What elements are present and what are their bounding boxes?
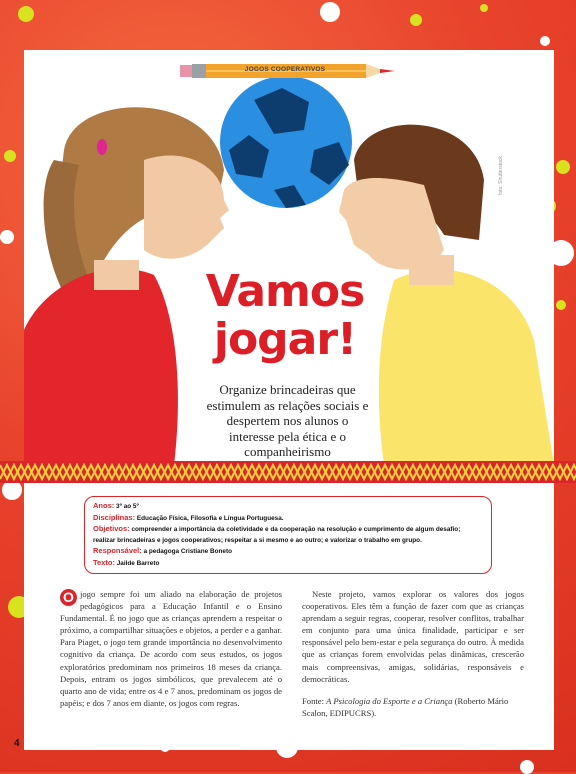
source-citation [302, 695, 524, 719]
objetivos-value: compreender a importância da coletividade e da cooperação na resolução e cumprimento de algum desafio; realizar brincadeiras e jogos cooperativos; respeitar a si mesmo e ao outro; e valorizar o trabalho em grupo. [93, 526, 461, 544]
decor-dot [0, 230, 14, 244]
photo-credit: foto: Shutterstock [498, 156, 504, 195]
section-label: JOGOS COOPERATIVOS [244, 66, 326, 73]
decor-dot [556, 160, 570, 174]
page-number: 4 [14, 738, 20, 749]
anos-label: Anos: [93, 501, 115, 510]
responsavel-value: a pedagoga Cristiane Boneto [143, 548, 232, 556]
left-column [60, 588, 282, 709]
zigzag-divider [0, 461, 576, 483]
texto-value: Jailde Barreto [116, 559, 160, 567]
info-anos [93, 501, 483, 513]
decor-dot [480, 4, 488, 12]
right-column-text: Neste projeto, vamos explorar os valores dos jogos cooperativos. Eles têm a função de fazer com que as crianças aprendam a seguir regras, cooperar, resolver conflitos, trabalhar em conjunto para uma única finalidade, participar e ser responsável pelo bem-estar e pela segurança do outro. À medida que as crianças forem envolvidas pelas dinâmicas, crescerão mais compreensivas, amigas, solidárias, responsáveis e democráticas. [302, 589, 524, 684]
source-title: A Psicologia do Esporte e a Criança [326, 696, 453, 706]
decor-dot [556, 300, 566, 310]
source-prefix: Fonte: [302, 696, 324, 706]
source-suffix: (Roberto Mário Scalon, EDIPUCRS). [302, 696, 509, 719]
decor-dot [320, 2, 340, 22]
info-disciplinas [93, 513, 483, 525]
page-title [190, 268, 380, 364]
responsavel-label: Responsável: [93, 546, 142, 556]
title-line-2: jogar! [213, 314, 357, 365]
disciplinas-value: Educação Física, Filosofia e Língua Portuguesa. [136, 514, 284, 522]
title-line-1: Vamos [205, 266, 365, 317]
info-texto [93, 558, 483, 570]
decor-dot [2, 480, 22, 500]
subtitle: Organize brincadeiras que estimulem as relações sociais e despertem nos alunos o interesse pela ética e o companheirismo [206, 382, 369, 459]
decor-dot [540, 36, 550, 46]
drop-cap: O [60, 589, 77, 606]
disciplinas-label: Disciplinas: [93, 512, 136, 522]
left-column-text: jogo sempre foi um aliado na elaboração de projetos pedagógicos para a Educação Infantil e o Ensino Fundamental. É no jogo que as crianças aprendem a respeitar o próximo, a compartilhar situações e objetos, a perder e a ganhar. Para Piaget, o jogo tem grande importância no desenvolvimento cognitivo da criança. De acordo com seus estudos, os jogos exploratórios predominam nos primeiros 18 meses da criança. Depois, entram os jogos simbólicos, que prevalecem até o quarto ano de vida; entre os 4 e 7 anos, predominam os jogos de papéis; e dos 7 anos em diante, os jogos com regras. [60, 589, 282, 708]
info-box [84, 496, 492, 574]
info-responsavel [93, 546, 483, 558]
decor-dot [4, 150, 16, 162]
texto-label: Texto: [93, 557, 115, 567]
info-objetivos [93, 524, 483, 546]
objetivos-label: Objetivos: [93, 524, 130, 534]
decor-dot [410, 14, 422, 26]
anos-value: 3º ao 5º [116, 503, 139, 510]
decor-dot [18, 6, 34, 22]
